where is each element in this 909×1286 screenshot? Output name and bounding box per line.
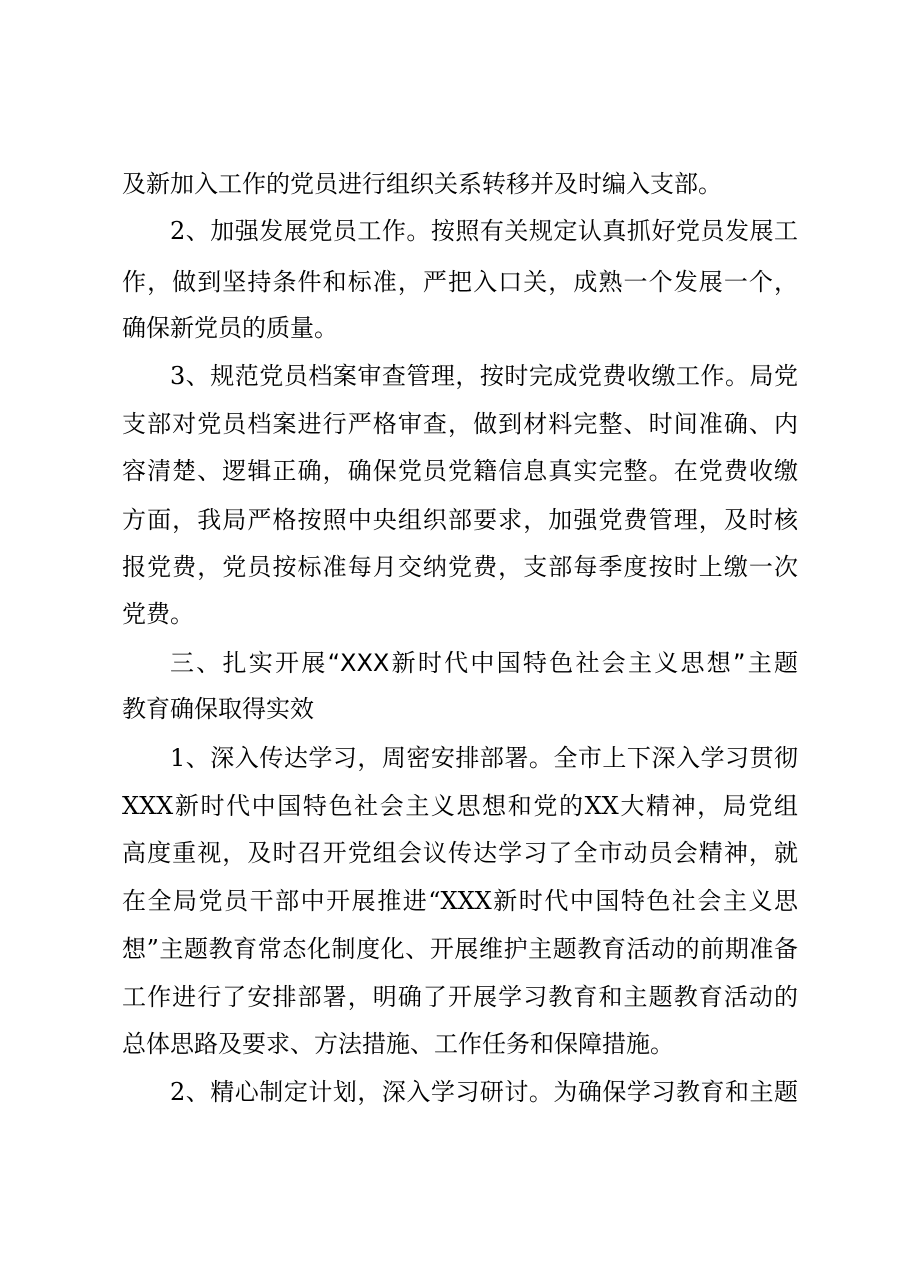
paragraph-line-8: 方面，我局严格按照中央组织部要求，加强党费管理，及时核 bbox=[122, 506, 798, 534]
paragraph-line-11: 1、深入传达学习，周密安排部署。全市上下深入学习贯彻 bbox=[170, 744, 798, 772]
paragraph-line-5: 3、规范党员档案审查管理，按时完成党费收缴工作。局党 bbox=[170, 362, 798, 390]
paragraph-line-17: 总体思路及要求、方法措施、工作任务和保障措施。 bbox=[122, 1030, 674, 1058]
paragraph-line-4: 确保新党员的质量。 bbox=[122, 314, 338, 342]
paragraph-line-13: 高度重视，及时召开党组会议传达学习了全市动员会精神，就 bbox=[122, 839, 798, 867]
paragraph-line-6: 支部对党员档案进行严格审查，做到材料完整、时间准确、内 bbox=[122, 410, 798, 438]
paragraph-line-9: 报党费，党员按标准每月交纳党费，支部每季度按时上缴一次 bbox=[122, 553, 798, 581]
paragraph-line-1: 及新加入工作的党员进行组织关系转移并及时编入支部。 bbox=[122, 170, 722, 198]
paragraph-line-7: 容清楚、逻辑正确，确保党员党籍信息真实完整。在党费收缴 bbox=[122, 457, 798, 485]
paragraph-line-10: 党费。 bbox=[122, 600, 194, 628]
section-heading-line-2: 教育确保取得实效 bbox=[122, 695, 314, 723]
paragraph-line-18: 2、精心制定计划，深入学习研讨。为确保学习教育和主题 bbox=[170, 1078, 798, 1106]
paragraph-line-2: 2、加强发展党员工作。按照有关规定认真抓好党员发展工 bbox=[170, 217, 798, 245]
paragraph-line-14: 在全局党员干部中开展推进“XXX新时代中国特色社会主义思 bbox=[122, 887, 798, 915]
paragraph-line-12: XXX新时代中国特色社会主义思想和党的XX大精神，局党组 bbox=[122, 792, 798, 820]
paragraph-line-16: 工作进行了安排部署，明确了开展学习教育和主题教育活动的 bbox=[122, 983, 798, 1011]
paragraph-line-15: 想”主题教育常态化制度化、开展维护主题教育活动的前期准备 bbox=[122, 935, 798, 963]
section-heading-line-1: 三、扎实开展“XXX新时代中国特色社会主义思想”主题 bbox=[170, 649, 798, 677]
paragraph-line-3: 作，做到坚持条件和标准，严把入口关，成熟一个发展一个， bbox=[122, 268, 798, 296]
